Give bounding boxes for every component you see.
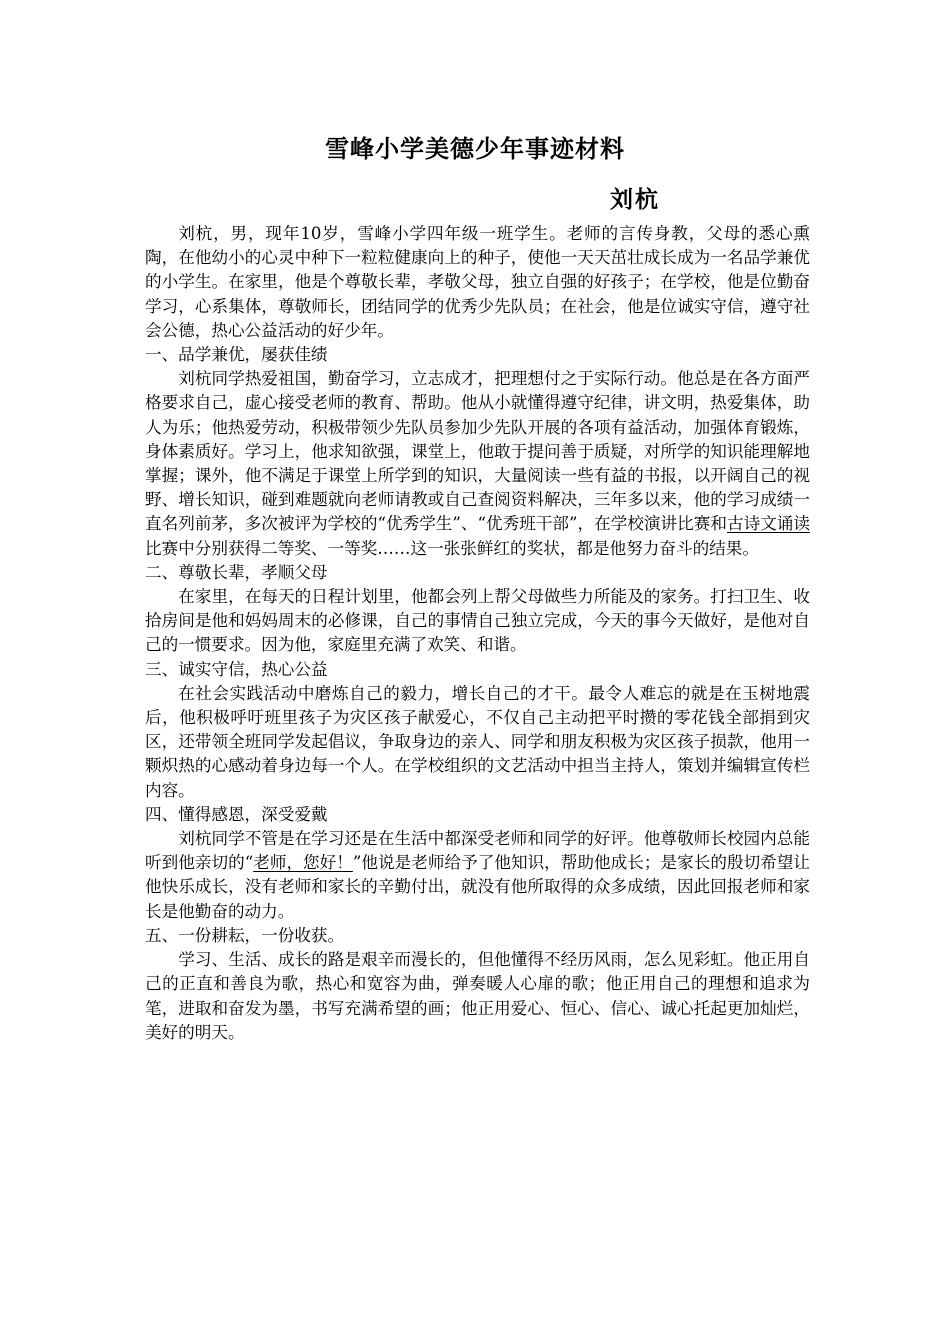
section-1-underlined-text: 古诗文诵读 [726, 514, 811, 534]
document-title: 雪峰小学美德少年事迹材料 [325, 135, 625, 163]
section-2-heading: 二、尊敬长辈，孝顺父母 [145, 562, 328, 582]
section-1-paragraph [145, 367, 810, 561]
document-body [145, 222, 810, 1045]
section-1-heading: 一、品学兼优，屡获佳绩 [145, 345, 328, 365]
section-4-text-after: ”他说是老师给予了他知识，帮助他成长；是家长的殷切希望让他快乐成长，没有老师和家长的辛勤付出，就没有他所取得的众多成绩，因此回报老师和家长是他勤奋的动力。 [145, 853, 811, 921]
section-2-paragraph: 在家里，在每天的日程计划里，他都会列上帮父母做些力所能及的家务。打扫卫生、收拾房间是他和妈妈周末的必修课，自己的事情自己独立完成，今天的事今天做好，是他对自己的一惯要求。因为他，家庭里充满了欢笑、和谐。 [145, 587, 810, 655]
section-4-paragraph [145, 827, 810, 924]
section-1-text-after: 比赛中分别获得二等奖、一等奖……这一张张鲜红的奖状，都是他努力奋斗的结果。 [145, 538, 759, 558]
section-1-text-before: 刘杭同学热爱祖国，勤奋学习，立志成才，把理想付之于实际行动。他总是在各方面严格要求自己，虚心接受老师的教育、帮助。他从小就懂得遵守纪律，讲文明，热爱集体，助人为乐；他热爱劳动，积极带领少先队员参加少先队开展的各项有益活动，加强体育锻炼，身体素质好。学习上，他求知欲强，课堂上，他敢于提问善于质疑，对所学的知识能理解地掌握；课外，他不满足于课堂上所学到的知识，大量阅读一些有益的书报，以开阔自己的视野、增长知识，碰到难题就向老师请教或自己查阅资料解决，三年多以来，他的学习成绩一直名列前茅，多次被评为学校的“优秀学生”、“优秀班干部”，在学校演讲比赛和 [145, 369, 810, 534]
section-4-underlined-text: 老师，您好！ [253, 853, 353, 873]
section-5-paragraph: 学习、生活、成长的路是艰辛而漫长的，但他懂得不经历风雨，怎么见彩虹。他正用自己的正直和善良为歌，热心和宽容为曲，弹奏暖人心扉的歌；他正用自己的理想和追求为笔，进取和奋发为墨，书写充满希望的画；他正用爱心、恒心、信心、诚心托起更加灿烂，美好的明天。 [145, 950, 810, 1042]
section-4-text-before: 刘杭同学不管是在学习还是在生活中都深受老师和同学的好评。他尊敬师长校园内总能听到他亲切的“ [145, 829, 810, 873]
section-5-heading: 五、一份耕耘，一份收获。 [145, 925, 345, 945]
section-4-heading: 四、懂得感恩，深受爱戴 [145, 804, 328, 824]
section-3-heading: 三、诚实守信，热心公益 [145, 659, 328, 679]
section-3-paragraph: 在社会实践活动中磨炼自己的毅力，增长自己的才干。最令人难忘的就是在玉树地震后，他积极呼吁班里孩子为灾区孩子献爱心，不仅自己主动把平时攒的零花钱全部捐到灾区，还带领全班同学发起倡议，争取身边的亲人、同学和朋友积极为灾区孩子损款，他用一颗炽热的心感动着身边每一个人。在学校组织的文艺活动中担当主持人，策划并编辑宣传栏内容。 [145, 683, 810, 800]
document-author: 刘杭 [610, 187, 660, 213]
intro-paragraph: 刘杭，男，现年10岁，雪峰小学四年级一班学生。老师的言传身教，父母的悉心熏陶，在他幼小的心灵中种下一粒粒健康向上的种子，使他一天天茁壮成长成为一名品学兼优的小学生。在家里，他是个尊敬长辈，孝敬父母，独立自强的好孩子；在学校，他是位勤奋学习，心系集体，尊敬师长，团结同学的优秀少先队员；在社会，他是位诚实守信，遵守社会公德，热心公益活动的好少年。 [145, 224, 810, 340]
